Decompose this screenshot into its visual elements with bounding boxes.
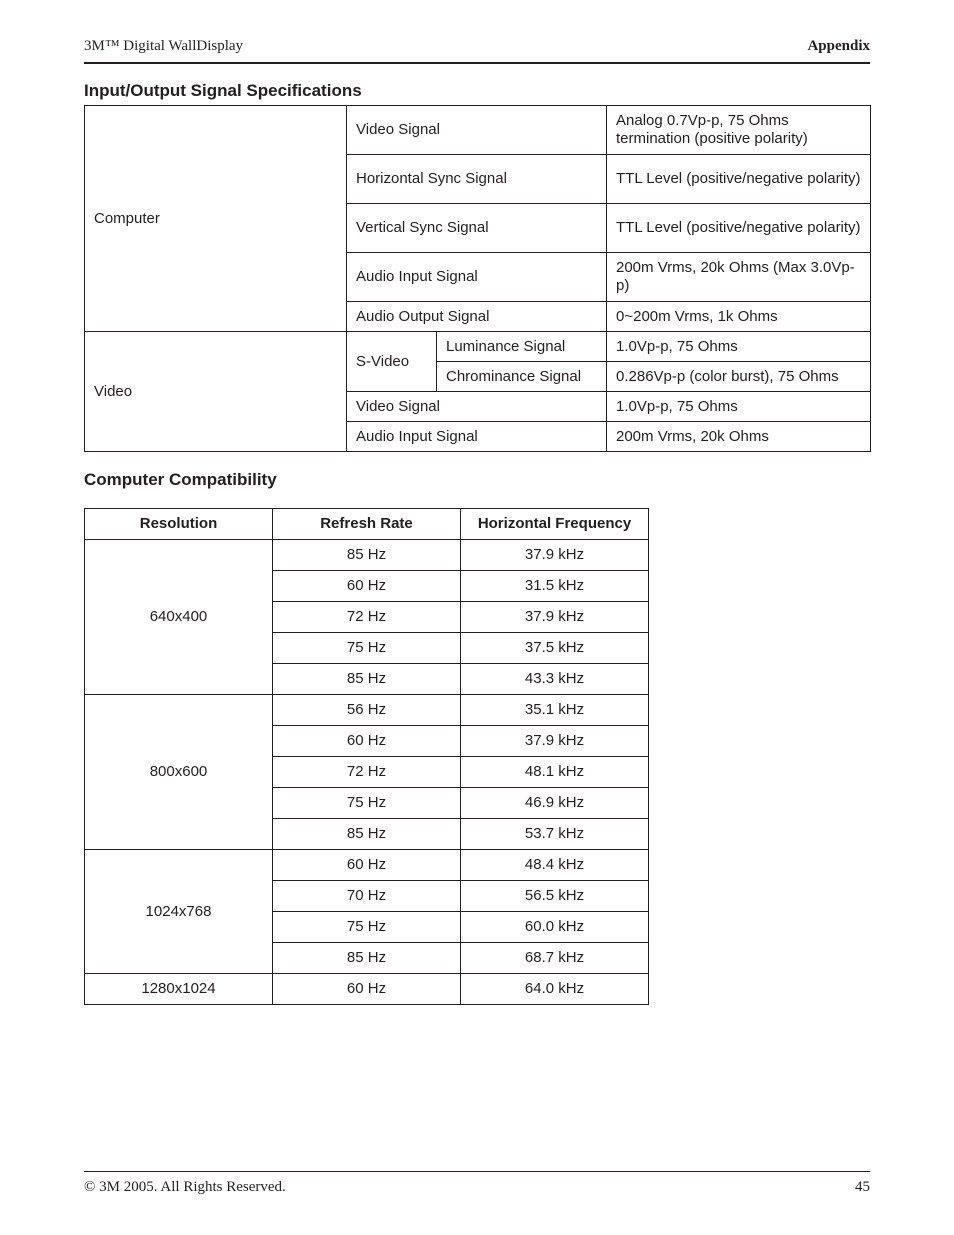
compatibility-title: Computer Compatibility	[84, 470, 277, 489]
signal-name: Audio Input Signal	[347, 253, 607, 302]
signal-name: Luminance Signal	[437, 332, 607, 362]
signal-name: Vertical Sync Signal	[347, 204, 607, 253]
refresh-rate-cell: 56 Hz	[273, 695, 461, 726]
copyright: © 3M 2005. All Rights Reserved.	[84, 1179, 286, 1195]
signal-spec: 0~200m Vrms, 1k Ohms	[607, 302, 871, 332]
horizontal-frequency-cell: 53.7 kHz	[461, 819, 649, 850]
document-title: 3M™ Digital WallDisplay	[84, 38, 244, 54]
refresh-rate-cell: 85 Hz	[273, 540, 461, 571]
column-header-refresh-rate: Refresh Rate	[273, 509, 461, 540]
horizontal-frequency-cell: 43.3 kHz	[461, 664, 649, 695]
horizontal-frequency-cell: 56.5 kHz	[461, 881, 649, 912]
table-row	[85, 332, 871, 362]
io-specs-title: Input/Output Signal Specifications	[84, 81, 362, 100]
refresh-rate-cell: 85 Hz	[273, 664, 461, 695]
signal-name: Video Signal	[347, 106, 607, 155]
group-label: Video	[85, 332, 347, 452]
table-row	[85, 540, 649, 571]
table-row	[85, 106, 871, 155]
table-row	[85, 695, 649, 726]
horizontal-frequency-cell: 37.9 kHz	[461, 726, 649, 757]
signal-spec: TTL Level (positive/negative polarity)	[607, 155, 871, 204]
resolution-cell: 800x600	[85, 695, 273, 850]
horizontal-frequency-cell: 48.4 kHz	[461, 850, 649, 881]
io-specs-table	[84, 105, 871, 452]
horizontal-frequency-cell: 35.1 kHz	[461, 695, 649, 726]
signal-spec: Analog 0.7Vp-p, 75 Ohms termination (positive polarity)	[607, 106, 871, 155]
refresh-rate-cell: 72 Hz	[273, 602, 461, 633]
signal-spec: 1.0Vp-p, 75 Ohms	[607, 332, 871, 362]
refresh-rate-cell: 72 Hz	[273, 757, 461, 788]
group-label: Computer	[85, 106, 347, 332]
page-number: 45	[855, 1179, 870, 1195]
signal-spec: 200m Vrms, 20k Ohms (Max 3.0Vp-p)	[607, 253, 871, 302]
signal-name: Audio Output Signal	[347, 302, 607, 332]
refresh-rate-cell: 85 Hz	[273, 819, 461, 850]
horizontal-frequency-cell: 68.7 kHz	[461, 943, 649, 974]
section-name: Appendix	[807, 38, 870, 54]
svideo-label: S-Video	[347, 332, 437, 392]
horizontal-frequency-cell: 64.0 kHz	[461, 974, 649, 1005]
refresh-rate-cell: 60 Hz	[273, 571, 461, 602]
table-row	[85, 974, 649, 1005]
table-row	[85, 850, 649, 881]
resolution-cell: 1280x1024	[85, 974, 273, 1005]
horizontal-frequency-cell: 48.1 kHz	[461, 757, 649, 788]
signal-name: Horizontal Sync Signal	[347, 155, 607, 204]
signal-name: Chrominance Signal	[437, 362, 607, 392]
refresh-rate-cell: 85 Hz	[273, 943, 461, 974]
refresh-rate-cell: 60 Hz	[273, 974, 461, 1005]
signal-spec: 0.286Vp-p (color burst), 75 Ohms	[607, 362, 871, 392]
refresh-rate-cell: 70 Hz	[273, 881, 461, 912]
signal-spec: 1.0Vp-p, 75 Ohms	[607, 392, 871, 422]
resolution-cell: 1024x768	[85, 850, 273, 974]
horizontal-frequency-cell: 46.9 kHz	[461, 788, 649, 819]
page-footer	[84, 1171, 870, 1195]
refresh-rate-cell: 75 Hz	[273, 633, 461, 664]
horizontal-frequency-cell: 37.9 kHz	[461, 602, 649, 633]
horizontal-frequency-cell: 37.5 kHz	[461, 633, 649, 664]
resolution-cell: 640x400	[85, 540, 273, 695]
signal-spec: 200m Vrms, 20k Ohms	[607, 422, 871, 452]
compatibility-table-body	[85, 540, 649, 1005]
page-header	[84, 36, 870, 64]
refresh-rate-cell: 75 Hz	[273, 912, 461, 943]
horizontal-frequency-cell: 31.5 kHz	[461, 571, 649, 602]
refresh-rate-cell: 75 Hz	[273, 788, 461, 819]
horizontal-frequency-cell: 60.0 kHz	[461, 912, 649, 943]
signal-name: Audio Input Signal	[347, 422, 607, 452]
signal-spec: TTL Level (positive/negative polarity)	[607, 204, 871, 253]
compatibility-table	[84, 508, 649, 1005]
signal-name: Video Signal	[347, 392, 607, 422]
horizontal-frequency-cell: 37.9 kHz	[461, 540, 649, 571]
refresh-rate-cell: 60 Hz	[273, 726, 461, 757]
column-header-horizontal-frequency: Horizontal Frequency	[461, 509, 649, 540]
refresh-rate-cell: 60 Hz	[273, 850, 461, 881]
column-header-resolution: Resolution	[85, 509, 273, 540]
table-header-row	[85, 509, 649, 540]
